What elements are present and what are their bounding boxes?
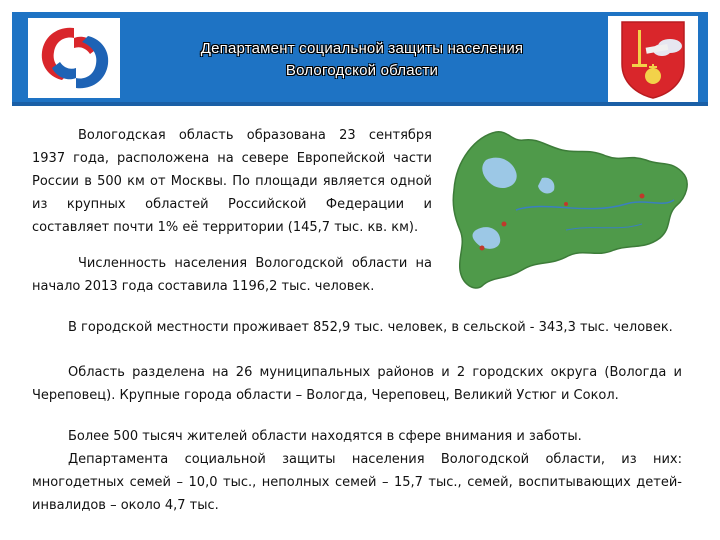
population-paragraph: Численность населения Вологодской области на начало 2013 года составила 1196,2 тыс. человек. bbox=[32, 256, 432, 294]
title-line-2: Вологодской области bbox=[285, 62, 439, 79]
region-intro-paragraph: Вологодская область образована 23 сентября 1937 года, расположена на севере Европейской части России в 500 км от Москвы. По площади является одной из крупных областей Российской Федерации и составляет почти 1% её территории (145,7 тыс. кв. км). bbox=[32, 128, 432, 235]
header-banner bbox=[12, 12, 708, 106]
urban-rural-paragraph: В городской местности проживает 852,9 тыс. человек, в сельской - 343,3 тыс. человек. bbox=[68, 320, 673, 335]
hands-logo-icon bbox=[28, 18, 120, 98]
care-paragraph: Более 500 тысяч жителей области находятся в сфере внимания и заботы. bbox=[68, 429, 582, 444]
districts-paragraph: Область разделена на 26 муниципальных районов и 2 городских округа (Вологда и Череповец). Крупные города области – Вологда, Череповец, Великий Устюг и Сокол. bbox=[32, 365, 682, 403]
page-title bbox=[132, 38, 592, 82]
coat-of-arms-icon bbox=[608, 16, 698, 102]
families-paragraph: Департамента социальной защиты населения Вологодской области, из них: многодетных семей – 10,0 тыс., неполных семей – 15,7 тыс., семей, воспитывающих детей-инвалидов – около 4,7 тыс. bbox=[32, 452, 682, 513]
title-line-1: Департамент социальной защиты населения bbox=[200, 40, 524, 57]
region-map-icon bbox=[446, 120, 696, 300]
